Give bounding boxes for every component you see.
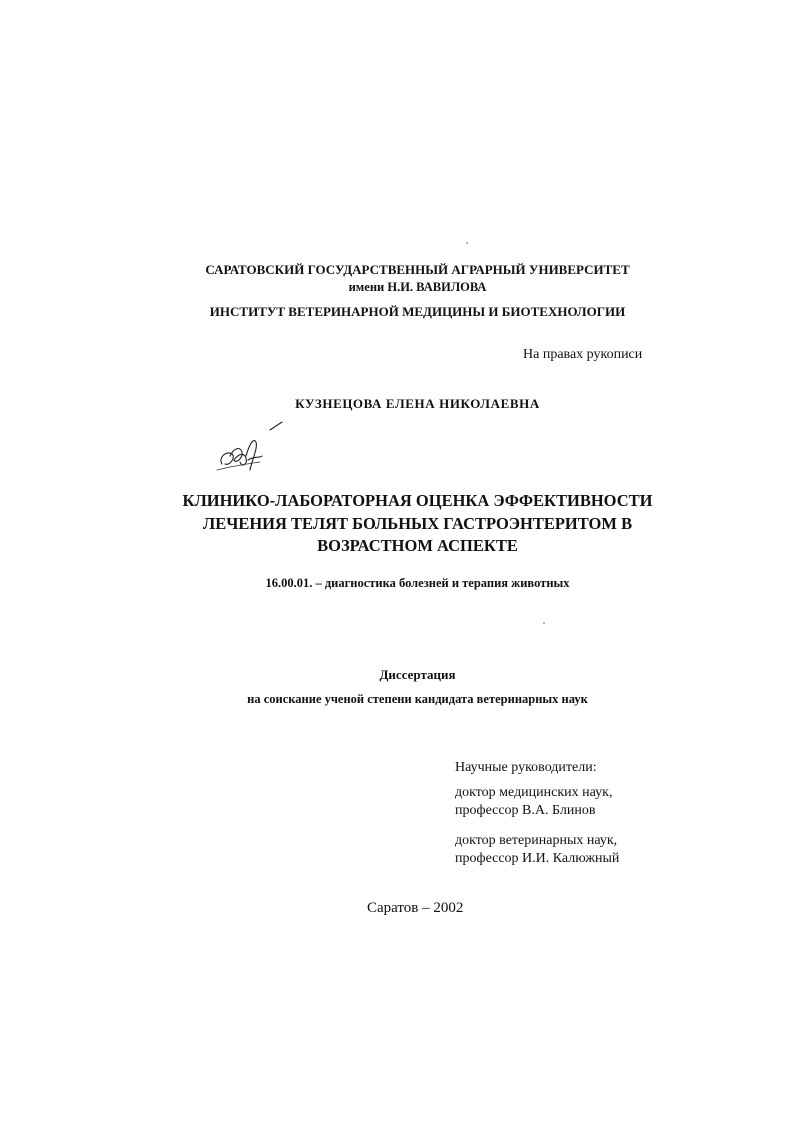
- handwritten-signature: [212, 420, 292, 475]
- university-name: САРАТОВСКИЙ ГОСУДАРСТВЕННЫЙ АГРАРНЫЙ УНИВЕРСИТЕТ: [205, 262, 630, 277]
- institute-name: ИНСТИТУТ ВЕТЕРИНАРНОЙ МЕДИЦИНЫ И БИОТЕХНОЛОГИИ: [209, 304, 626, 319]
- place-and-year: Саратов – 2002: [367, 900, 464, 916]
- dissertation-title-line-3: ВОЗРАСТНОМ АСПЕКТЕ: [317, 536, 518, 555]
- scan-speck: [466, 242, 468, 244]
- supervisor-1-name: профессор В.А. Блинов: [455, 803, 596, 818]
- dissertation-heading: Диссертация: [379, 667, 456, 682]
- manuscript-rights-note: На правах рукописи: [523, 347, 643, 362]
- dissertation-subheading: на соискание ученой степени кандидата ветеринарных наук: [247, 692, 588, 706]
- dissertation-title-line-2: ЛЕЧЕНИЯ ТЕЛЯТ БОЛЬНЫХ ГАСТРОЭНТЕРИТОМ В: [202, 514, 633, 533]
- supervisor-2-degree: доктор ветеринарных наук,: [455, 833, 618, 848]
- specialty-code: 16.00.01. – диагностика болезней и терапия животных: [265, 576, 570, 590]
- supervisor-1-degree: доктор медицинских наук,: [455, 785, 613, 800]
- author-name: КУЗНЕЦОВА ЕЛЕНА НИКОЛАЕВНА: [295, 396, 540, 411]
- supervisor-2-name: профессор И.И. Калюжный: [455, 851, 620, 866]
- university-named-after: имени Н.И. ВАВИЛОВА: [348, 280, 487, 294]
- supervisors-heading: Научные руководители:: [455, 760, 597, 775]
- scan-speck: [543, 622, 545, 624]
- dissertation-title-line-1: КЛИНИКО-ЛАБОРАТОРНАЯ ОЦЕНКА ЭФФЕКТИВНОСТИ: [182, 491, 653, 510]
